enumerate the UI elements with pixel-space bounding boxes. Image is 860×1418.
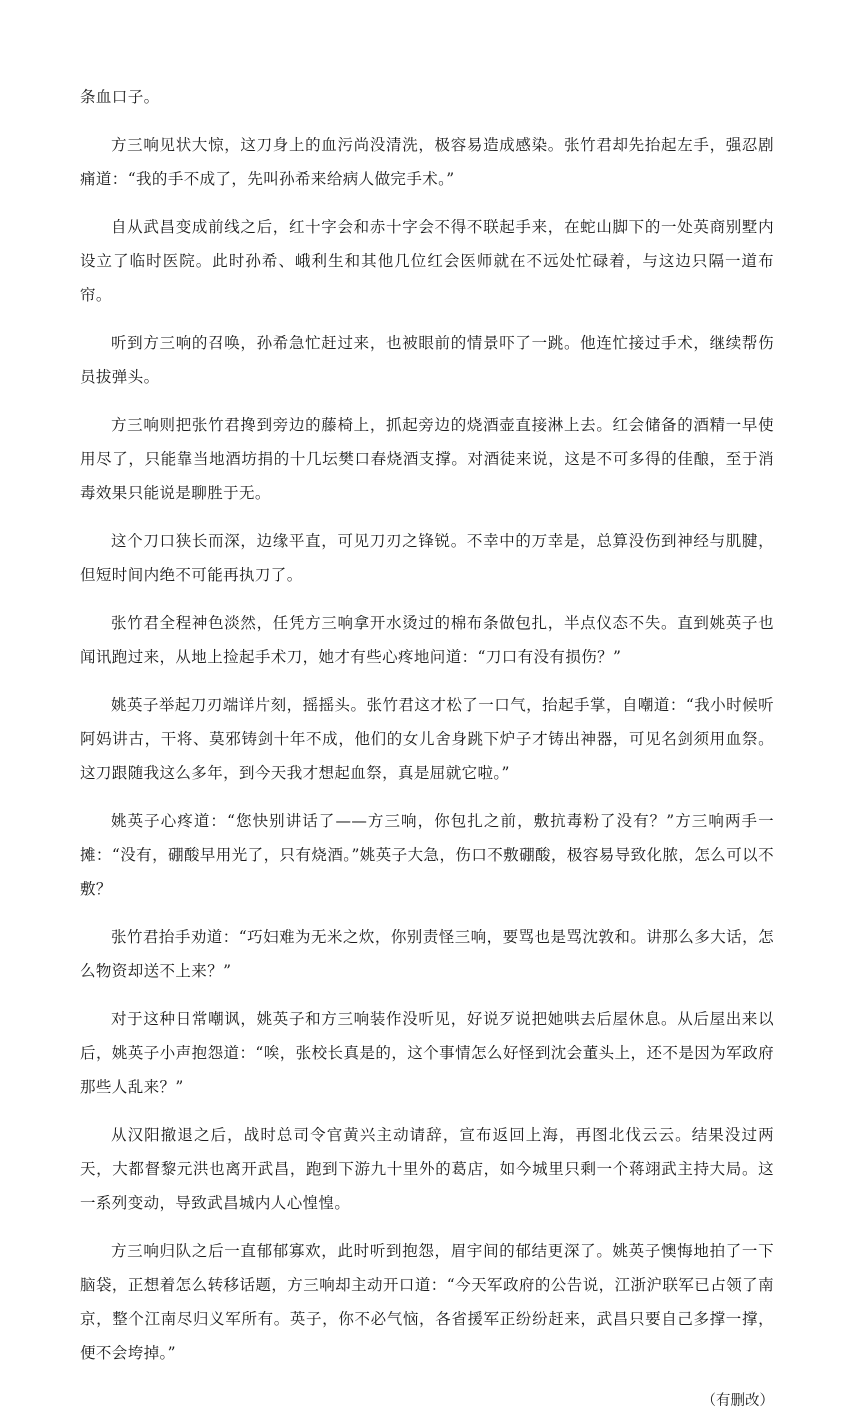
paragraph: 张竹君全程神色淡然，任凭方三响拿开水烫过的棉布条做包扎，半点仪态不失。直到姚英子也闻讯跑过来，从地上捡起手术刀，她才有些心疼地问道：“刀口有没有损伤？” xyxy=(80,614,774,666)
paragraph: 自从武昌变成前线之后，红十字会和赤十字会不得不联起手来，在蛇山脚下的一处英商别墅内设立了临时医院。此时孙希、峨利生和其他几位红会医师就在不远处忙碌着，与这边只隔一道布帘。 xyxy=(80,218,774,304)
paragraph: 对于这种日常嘲讽，姚英子和方三响装作没听见，好说歹说把她哄去后屋休息。从后屋出来以后，姚英子小声抱怨道：“唉，张校长真是的，这个事情怎么好怪到沈会董头上，还不是因为军政府那些人乱来？” xyxy=(80,1010,774,1096)
paragraph: 张竹君抬手劝道：“巧妇难为无米之炊，你别责怪三响，要骂也是骂沈敦和。讲那么多大话，怎么物资却送不上来？” xyxy=(80,928,774,980)
paragraph: 姚英子心疼道：“您快别讲话了——方三响，你包扎之前，敷抗毒粉了没有？”方三响两手一摊：“没有，硼酸早用光了，只有烧酒。”姚英子大急，伤口不敷硼酸，极容易导致化脓，怎么可以不敷？ xyxy=(80,812,774,898)
edit-note: （有删改） xyxy=(701,1393,774,1409)
paragraph: 条血口子。 xyxy=(80,88,160,106)
paragraph: 这个刀口狭长而深，边缘平直，可见刀刃之锋锐。不幸中的万幸是，总算没伤到神经与肌腱，但短时间内绝不可能再执刀了。 xyxy=(80,532,774,584)
paragraph: 姚英子举起刀刃端详片刻，摇摇头。张竹君这才松了一口气，抬起手掌，自嘲道：“我小时候听阿妈讲古，干将、莫邪铸剑十年不成，他们的女儿舍身跳下炉子才铸出神器，可见名剑须用血祭。这刀跟随我这么多年，到今天我才想起血祭，真是屈就它啦。” xyxy=(80,696,774,782)
paragraph: 方三响归队之后一直郁郁寡欢，此时听到抱怨，眉宇间的郁结更深了。姚英子懊悔地拍了一下脑袋，正想着怎么转移话题，方三响却主动开口道：“今天军政府的公告说，江浙沪联军已占领了南京，整个江南尽归义军所有。英子，你不必气恼，各省援军正纷纷赶来，武昌只要自己多撑一撑，便不会垮掉。” xyxy=(80,1242,774,1362)
article-body xyxy=(80,80,774,1370)
paragraph: 方三响见状大惊，这刀身上的血污尚没清洗，极容易造成感染。张竹君却先抬起左手，强忍剧痛道：“我的手不成了，先叫孙希来给病人做完手术。” xyxy=(80,136,774,188)
paragraph: 从汉阳撤退之后，战时总司令官黄兴主动请辞，宣布返回上海，再图北伐云云。结果没过两天，大都督黎元洪也离开武昌，跑到下游九十里外的葛店，如今城里只剩一个蒋翊武主持大局。这一系列变动，导致武昌城内人心惶惶。 xyxy=(80,1126,774,1212)
paragraph: 听到方三响的召唤，孙希急忙赶过来，也被眼前的情景吓了一跳。他连忙接过手术，继续帮伤员拔弹头。 xyxy=(80,334,774,386)
paragraph: 方三响则把张竹君搀到旁边的藤椅上，抓起旁边的烧酒壶直接淋上去。红会储备的酒精一早使用尽了，只能靠当地酒坊捐的十几坛樊口春烧酒支撑。对酒徒来说，这是不可多得的佳酿，至于消毒效果只能说是聊胜于无。 xyxy=(80,416,774,502)
